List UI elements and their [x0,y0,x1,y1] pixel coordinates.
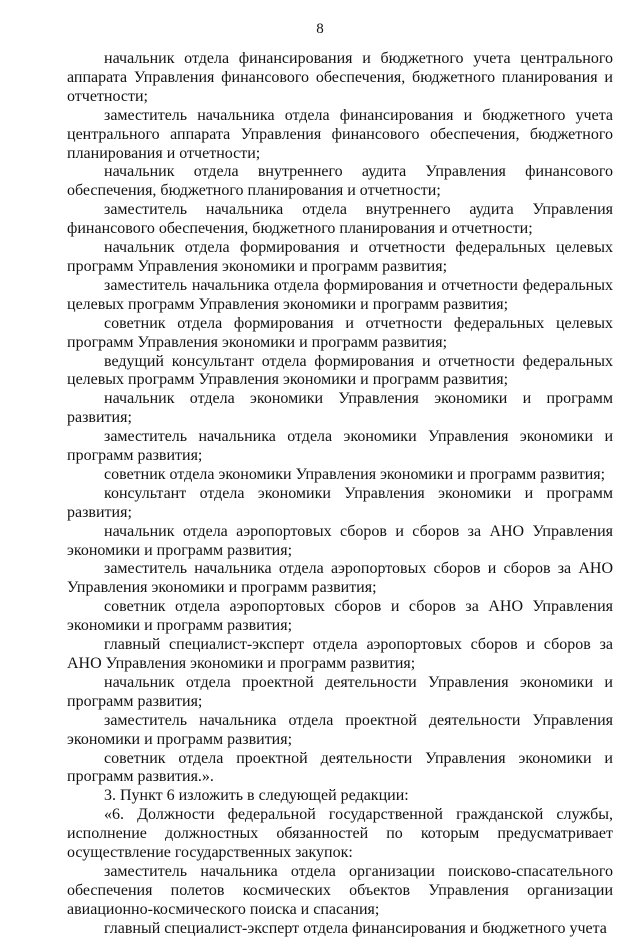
paragraph: ведущий консультант отдела формирования и отчетности федеральных целевых программ Управления экономики и программ развития; [67,352,613,389]
paragraph: консультант отдела экономики Управления экономики и программ развития; [67,484,613,521]
paragraph: начальник отдела внутреннего аудита Управления финансового обеспечения, бюджетного планирования и отчетности; [67,163,613,200]
paragraph: начальник отдела формирования и отчетности федеральных целевых программ Управления экономики и программ развития; [67,239,613,275]
paragraph: заместитель начальника отдела внутреннего аудита Управления финансового обеспечения, бюджетного планирования и отчетности; [67,201,613,238]
paragraph: начальник отдела экономики Управления экономики и программ развития; [67,390,613,427]
document-body [67,50,613,939]
paragraph: советник отдела формирования и отчетности федеральных целевых программ Управления экономики и программ развития; [67,314,613,351]
paragraph: заместитель начальника отдела финансирования и бюджетного учета центрального аппарата Управления финансового обеспечения, бюджетного планирования и отчетности; [67,106,613,162]
paragraph: заместитель начальника отдела аэропортовых сборов и сборов за АНО Управления экономики и программ развития; [67,560,613,597]
paragraph: 3. Пункт 6 изложить в следующей редакции: [104,787,409,805]
paragraph: «6. Должности федеральной государственной гражданской службы, исполнение должностных обязанностей по которым предусматривает осуществление государственных закупок: [67,806,613,862]
page-number: 8 [316,21,324,37]
paragraph: начальник отдела проектной деятельности Управления экономики и программ развития; [67,673,613,710]
paragraph: главный специалист-эксперт отдела аэропортовых сборов и сборов за АНО Управления экономики и программ развития; [67,636,613,672]
paragraph: советник отдела экономики Управления экономики и программ развития; [104,465,606,483]
paragraph: начальник отдела аэропортовых сборов и сборов за АНО Управления экономики и программ развития; [67,522,613,559]
paragraph: заместитель начальника отдела экономики Управления экономики и программ развития; [67,428,613,465]
paragraph: главный специалист-эксперт отдела финансирования и бюджетного учета [104,919,607,937]
paragraph: советник отдела проектной деятельности Управления экономики и программ развития.». [67,749,613,786]
paragraph: заместитель начальника отдела формирования и отчетности федеральных целевых программ Управления экономики и программ развития; [67,276,613,313]
paragraph: заместитель начальника отдела проектной деятельности Управления экономики и программ развития; [67,711,613,748]
paragraph: начальник отдела финансирования и бюджетного учета центрального аппарата Управления финансового обеспечения, бюджетного планирования и отчетности; [67,50,613,105]
paragraph: советник отдела аэропортовых сборов и сборов за АНО Управления экономики и программ развития; [67,598,613,635]
paragraph: заместитель начальника отдела организации поисково-спасательного обеспечения полетов космических объектов Управления организации авиационно-космического поиска и спасания; [67,862,613,918]
